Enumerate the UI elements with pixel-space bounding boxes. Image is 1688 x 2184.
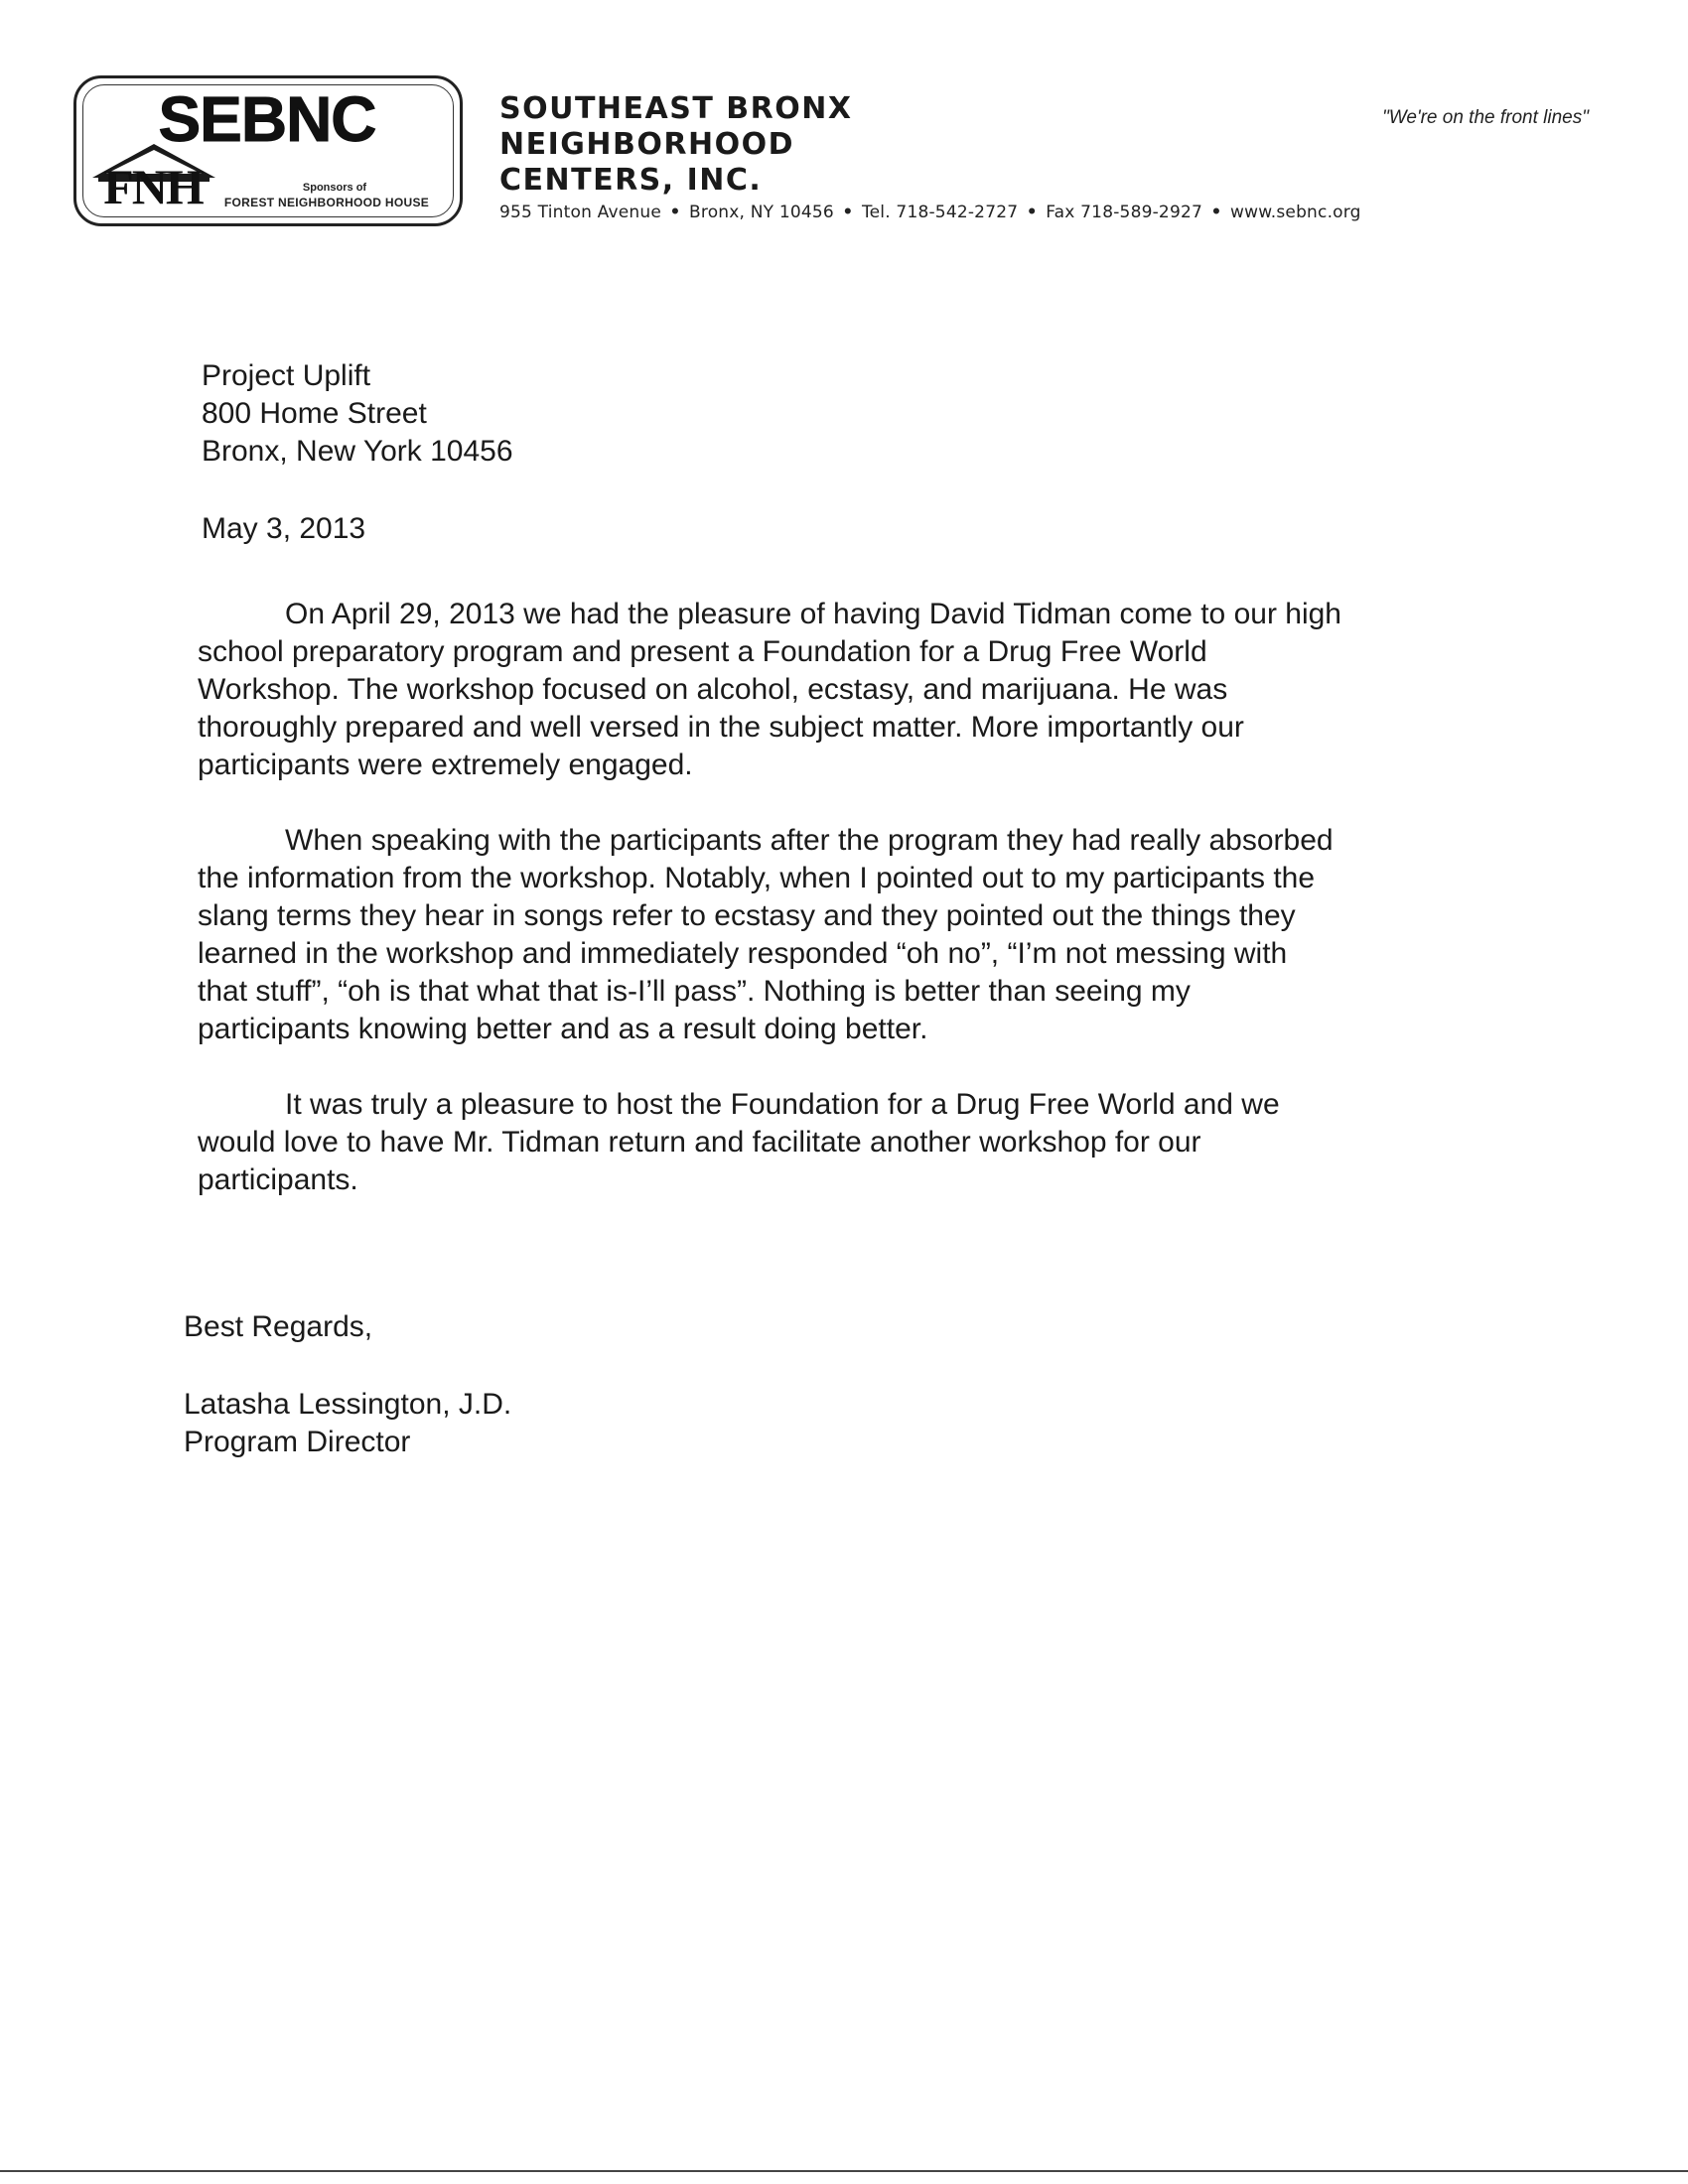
letter-closing: Best Regards, (184, 1310, 373, 1343)
org-name-line: NEIGHBORHOOD (499, 127, 794, 162)
contact-fax: Fax 718-589-2927 (1046, 203, 1202, 222)
letter-body (198, 596, 1498, 1237)
paragraph-line: learned in the workshop and immediately responded “oh no”, “I’m not messing with (198, 937, 1288, 970)
paragraph-line: participants. (198, 1163, 358, 1196)
org-name-line: CENTERS, INC. (499, 163, 763, 198)
contact-website: www.sebnc.org (1230, 203, 1361, 222)
recipient-city: Bronx, New York 10456 (202, 435, 513, 468)
body-paragraph (198, 822, 1498, 1048)
signer-name: Latasha Lessington, J.D. (184, 1388, 512, 1421)
recipient-name: Project Uplift (202, 359, 371, 392)
contact-tel: Tel. 718-542-2727 (861, 203, 1019, 222)
contact-city: Bronx, NY 10456 (689, 203, 834, 222)
org-name-line: SOUTHEAST BRONX (499, 91, 853, 126)
signature-block (184, 1386, 511, 1461)
contact-address: 955 Tinton Avenue (499, 203, 662, 222)
org-name (499, 91, 956, 199)
logo-sponsored-name: FOREST NEIGHBORHOOD HOUSE (223, 196, 430, 209)
paragraph-line: thoroughly prepared and well versed in the subject matter. More importantly our (198, 711, 1244, 744)
logo-fnh-mark: FNH (103, 159, 203, 214)
bullet-separator: • (669, 203, 681, 222)
bullet-separator: • (1210, 203, 1222, 222)
recipient-address (202, 357, 513, 471)
bullet-separator: • (842, 203, 854, 222)
recipient-street: 800 Home Street (202, 397, 427, 430)
page-bottom-edge (0, 2170, 1688, 2172)
paragraph-line: On April 29, 2013 we had the pleasure of having David Tidman come to our high (285, 598, 1341, 630)
paragraph-line: It was truly a pleasure to host the Foundation for a Drug Free World and we (285, 1088, 1280, 1121)
body-paragraph (198, 596, 1498, 784)
paragraph-line: participants knowing better and as a result doing better. (198, 1013, 928, 1045)
logo-acronym: SEBNC (158, 83, 376, 155)
bullet-separator: • (1026, 203, 1038, 222)
tagline: "We're on the front lines" (1382, 107, 1589, 128)
paragraph-line: Workshop. The workshop focused on alcohol, ecstasy, and marijuana. He was (198, 673, 1228, 706)
contact-line (499, 203, 1592, 222)
paragraph-line: the information from the workshop. Notably, when I pointed out to my participants the (198, 862, 1316, 894)
letter-date: May 3, 2013 (202, 512, 366, 545)
signer-title: Program Director (184, 1426, 411, 1458)
paragraph-line: participants were extremely engaged. (198, 749, 693, 781)
paragraph-line: would love to have Mr. Tidman return and facilitate another workshop for our (198, 1126, 1201, 1159)
body-paragraph (198, 1086, 1498, 1199)
sebnc-logo (73, 75, 463, 226)
paragraph-line: that stuff”, “oh is that what that is-I’ll pass”. Nothing is better than seeing my (198, 975, 1191, 1008)
paragraph-line: school preparatory program and present a Foundation for a Drug Free World (198, 635, 1207, 668)
paragraph-line: When speaking with the participants after the program they had really absorbed (285, 824, 1334, 857)
paragraph-line: slang terms they hear in songs refer to ecstasy and they pointed out the things they (198, 899, 1296, 932)
logo-sponsors-label: Sponsors of (302, 182, 367, 194)
